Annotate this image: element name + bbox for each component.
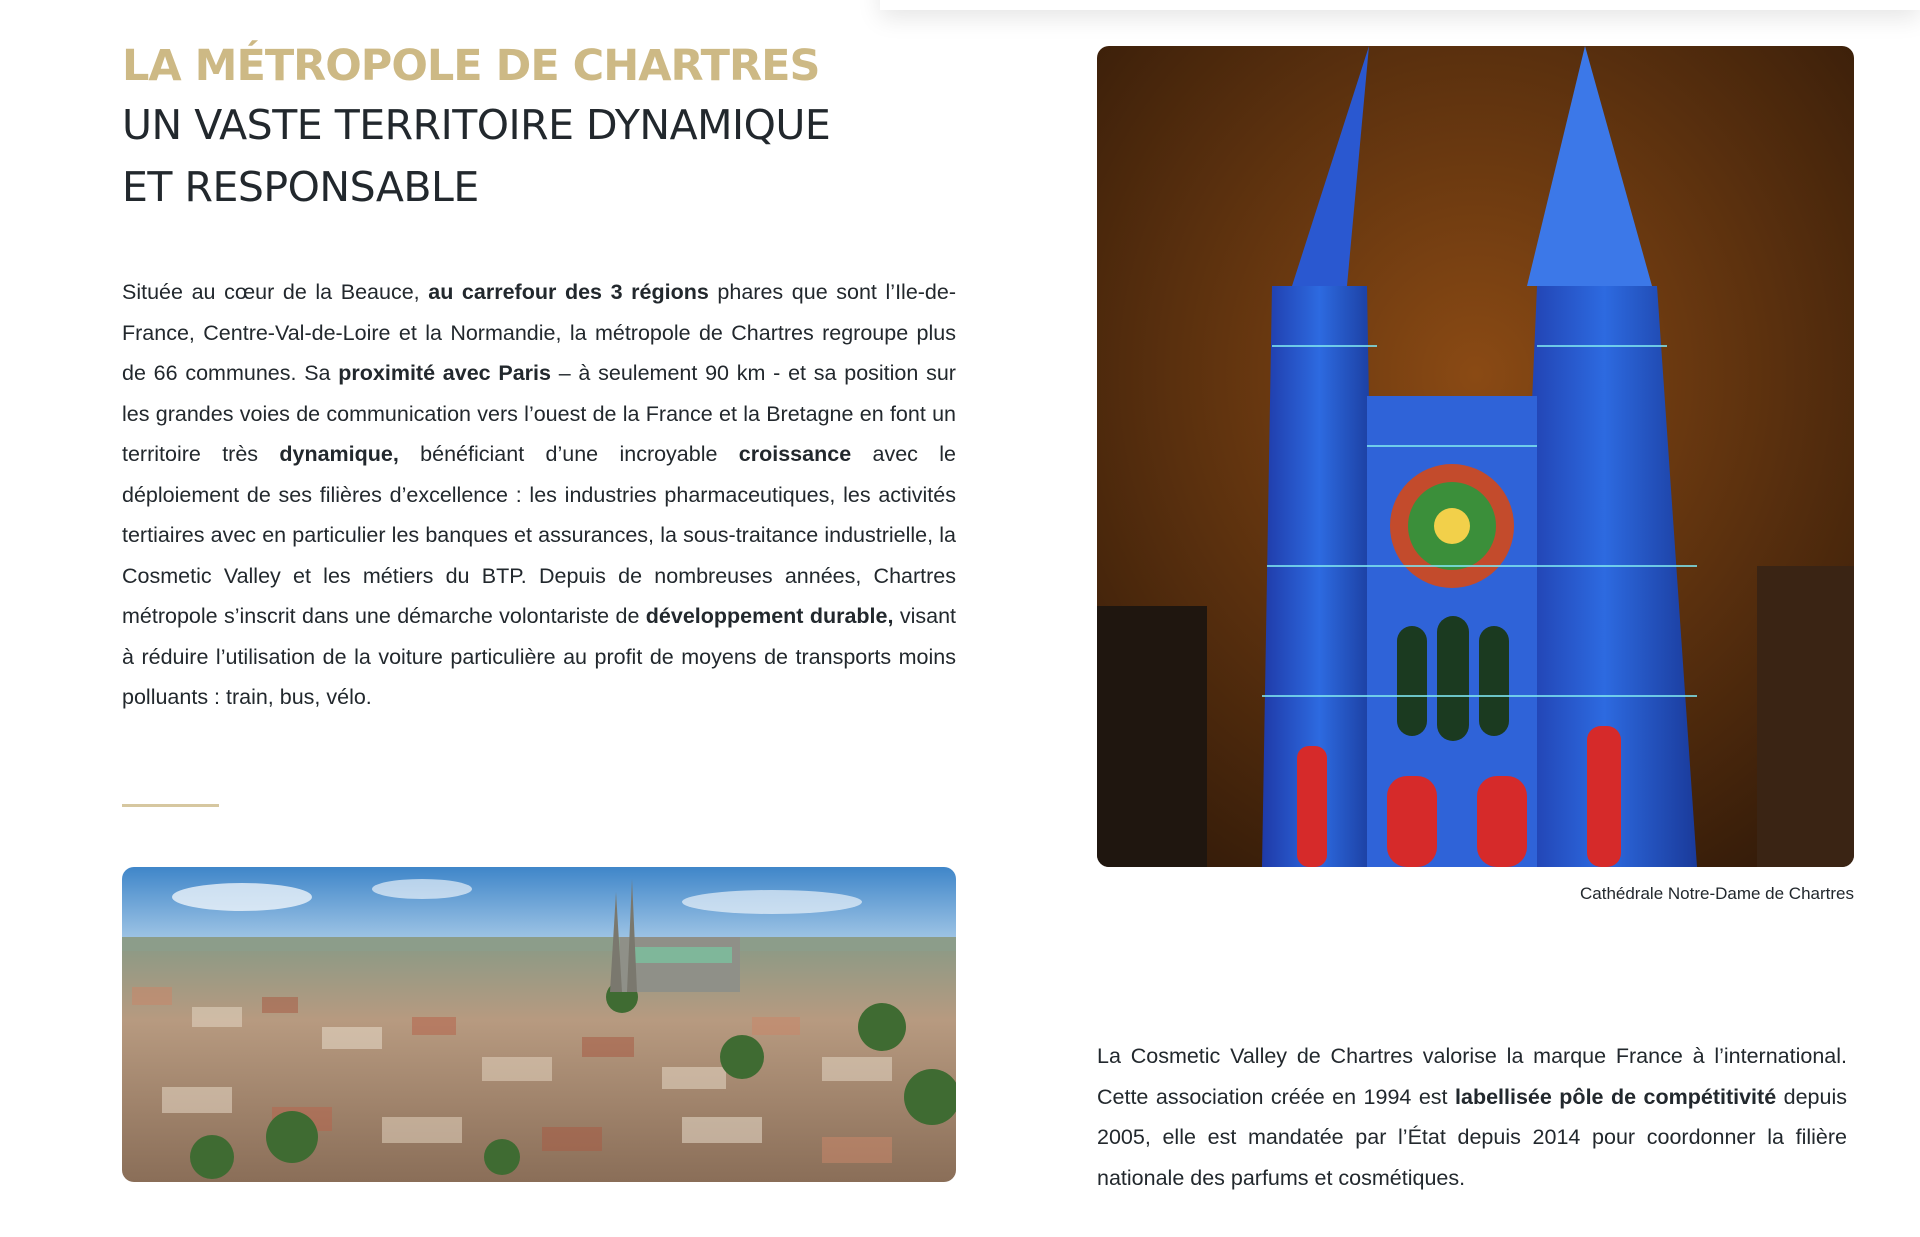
cathedral-caption: Cathédrale Notre-Dame de Chartres [1579,884,1854,903]
section-heading [122,38,956,218]
intro-bold-durable: développement durable, [645,604,894,628]
heading-title-gold: LA MÉTROPOLE DE CHARTRES [122,41,820,91]
cathedral-photo [1097,46,1854,867]
heading-subtitle-line2: ET RESPONSABLE [122,163,479,211]
intro-text-4: bénéficiant d’une incroyable [398,442,739,466]
cosmetic-text-1: La Cosmetic Valley de Chartres valorise la marque France à l’international. Cette association créée en 1994 est [1097,1044,1847,1109]
heading-subtitle-line1: UN VASTE TERRITOIRE DYNAMIQUE [122,101,831,149]
intro-text-5: avec le déploiement de ses filières d’excellence : les industries pharmaceutiques, les activités tertiaires avec en particulier les banques et assurances, la sous-traitance industrielle, la Cosmetic Valley et les métiers du BTP. Depuis de nombreuses années, Chartres métropole s’inscrit dans une démarche volontariste de [122,442,956,628]
intro-text-3: – à seulement 90 km - et sa position sur les grandes voies de communication vers l’ouest de la France et la Bretagne en font un territoire très [122,361,956,466]
intro-text-6: visant à réduire l’utilisation de la voiture particulière au profit de moyens de transports moins polluants : train, bus, vélo. [122,604,956,709]
header-shadow [880,0,1920,10]
chartres-aerial-illustration [122,867,956,1182]
intro-bold-dynamique: dynamique, [279,442,399,466]
chartres-aerial-photo [122,867,956,1182]
intro-paragraph [122,272,956,718]
intro-bold-regions: au carrefour des 3 régions [428,280,709,304]
cosmetic-text-2: depuis 2005, elle est mandatée par l’État depuis 2014 pour coordonner la filière nationale des parfums et cosmétiques. [1097,1084,1847,1190]
cathedral-illumination-illustration [1097,46,1854,867]
intro-bold-paris: proximité avec Paris [338,361,551,385]
intro-text-2: phares que sont l’Ile-de-France, Centre-Val-de-Loire et la Normandie, la métropole de Chartres regroupe plus de 66 communes. Sa [122,280,957,385]
cosmetic-valley-paragraph [1097,1036,1847,1198]
intro-bold-croissance: croissance [738,442,852,466]
decorative-divider [122,804,219,807]
intro-text-1: Située au cœur de la Beauce, [122,280,429,304]
cosmetic-bold-label: labellisée pôle de compétitivité [1455,1084,1777,1109]
